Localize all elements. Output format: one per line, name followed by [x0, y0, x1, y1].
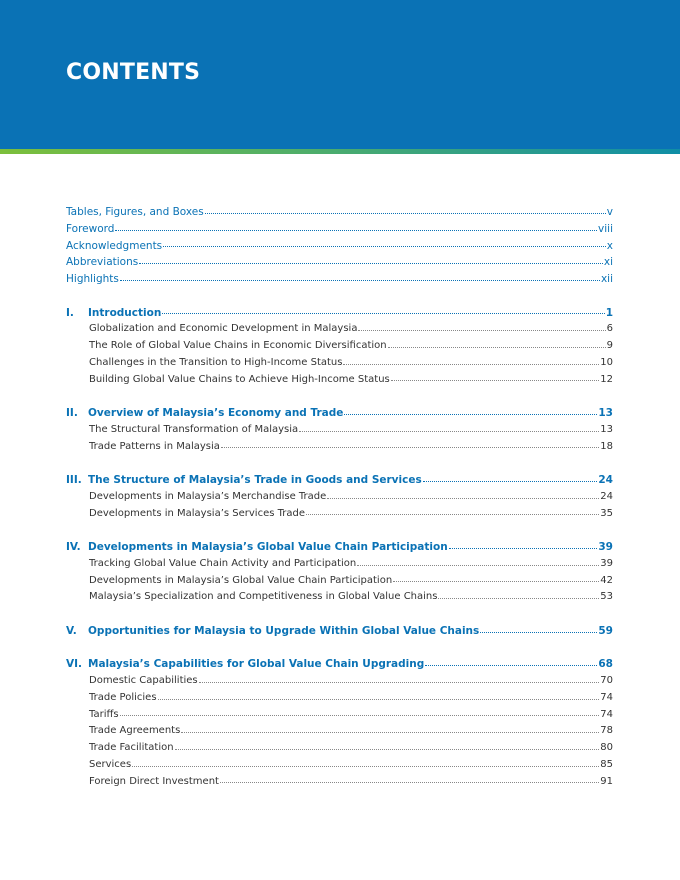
- toc-entry-page: 74: [600, 708, 613, 720]
- table-of-contents: [66, 204, 613, 790]
- toc-entry-title: Tables, Figures, and Boxes: [66, 206, 204, 218]
- chapter-entry[interactable]: [66, 305, 613, 322]
- dot-leader: [425, 664, 597, 666]
- dot-leader: [449, 547, 598, 549]
- dot-leader: [132, 765, 599, 767]
- toc-entry-page: 9: [606, 340, 613, 351]
- toc-entry-page: 42: [600, 574, 613, 586]
- dot-leader: [358, 329, 605, 331]
- toc-entry-title: The Structural Transformation of Malaysia: [89, 423, 299, 435]
- toc-entry-title: Developments in Malaysia’s Merchandise Trade: [89, 490, 327, 502]
- dot-leader: [199, 681, 600, 683]
- header-accent-stripe: [0, 149, 680, 154]
- toc-entry-page: 39: [598, 541, 613, 553]
- section-spacer: [66, 640, 613, 657]
- section-entry[interactable]: [66, 338, 613, 355]
- toc-entry-title: Developments in Malaysia’s Global Value Chain Participation: [89, 574, 393, 586]
- toc-entry-page: 59: [598, 624, 613, 637]
- toc-entry-page: 12: [600, 373, 613, 385]
- toc-entry-page: 78: [600, 725, 613, 737]
- toc-entry-page: 39: [600, 557, 613, 569]
- chapter-entry[interactable]: [66, 539, 613, 556]
- toc-entry-page: 85: [600, 758, 613, 770]
- section-entry[interactable]: [66, 321, 613, 338]
- toc-entry-page: v: [606, 206, 613, 218]
- toc-entry-title: Building Global Value Chains to Achieve High-Income Status: [89, 373, 390, 385]
- dot-leader: [393, 580, 599, 582]
- toc-entry-page: 13: [598, 407, 613, 419]
- toc-entry-page: xi: [603, 256, 613, 269]
- section-entry[interactable]: [66, 556, 613, 573]
- section-entry[interactable]: [66, 439, 613, 456]
- toc-entry-title: Foreword: [66, 222, 115, 235]
- section-spacer: [66, 522, 613, 539]
- toc-entry-title: Trade Policies: [89, 691, 157, 703]
- toc-entry-page: 24: [598, 474, 613, 486]
- toc-entry-page: 1: [605, 306, 613, 319]
- chapter-number: II.: [66, 407, 78, 419]
- toc-entry-page: xii: [600, 273, 613, 285]
- dot-leader: [139, 262, 603, 264]
- dot-leader: [344, 413, 597, 415]
- front-matter-entry[interactable]: [66, 204, 613, 221]
- toc-entry-page: 91: [600, 775, 613, 787]
- section-spacer: [66, 288, 613, 305]
- dot-leader: [388, 346, 606, 348]
- toc-entry-title: Developments in Malaysia’s Global Value Chain Participation: [88, 541, 448, 553]
- section-entry[interactable]: [66, 589, 613, 606]
- section-spacer: [66, 606, 613, 623]
- dot-leader: [327, 497, 599, 499]
- dot-leader: [480, 631, 597, 633]
- chapter-number: III.: [66, 474, 82, 486]
- chapter-entry[interactable]: [66, 405, 613, 422]
- chapter-entry[interactable]: [66, 623, 613, 640]
- toc-entry-title: Trade Facilitation: [89, 742, 174, 753]
- toc-entry-title: Overview of Malaysia’s Economy and Trade: [88, 407, 344, 419]
- dot-leader: [423, 480, 598, 482]
- section-entry[interactable]: [66, 573, 613, 590]
- toc-entry-title: Domestic Capabilities: [89, 675, 198, 686]
- toc-entry-title: Challenges in the Transition to High-Income Status: [89, 356, 343, 368]
- toc-entry-page: 80: [600, 742, 613, 753]
- toc-entry-page: 35: [600, 507, 613, 519]
- toc-entry-title: Developments in Malaysia’s Services Trade: [89, 507, 305, 519]
- toc-entry-title: Tracking Global Value Chain Activity and Participation: [89, 557, 357, 569]
- toc-entry-page: 68: [598, 658, 613, 671]
- toc-entry-title: Malaysia’s Specialization and Competitiveness in Global Value Chains: [89, 591, 438, 603]
- dot-leader: [438, 597, 599, 599]
- toc-entry-title: Foreign Direct Investment: [89, 775, 219, 787]
- header-banner: [0, 0, 680, 149]
- section-entry[interactable]: [66, 757, 613, 774]
- dot-leader: [120, 714, 600, 716]
- section-entry[interactable]: [66, 489, 613, 506]
- dot-leader: [115, 229, 597, 231]
- toc-entry-title: Trade Patterns in Malaysia: [89, 440, 220, 452]
- section-entry[interactable]: [66, 690, 613, 707]
- dot-leader: [163, 245, 606, 247]
- chapter-number: V.: [66, 624, 77, 637]
- dot-leader: [181, 731, 599, 733]
- section-entry[interactable]: [66, 774, 613, 791]
- section-spacer: [66, 455, 613, 472]
- chapter-entry[interactable]: [66, 656, 613, 673]
- dot-leader: [299, 430, 599, 432]
- dot-leader: [205, 212, 606, 214]
- toc-entry-page: x: [606, 239, 613, 252]
- toc-entry-title: Opportunities for Malaysia to Upgrade Within Global Value Chains: [88, 624, 480, 637]
- dot-leader: [175, 748, 600, 750]
- toc-entry-page: viii: [598, 222, 613, 235]
- toc-entry-title: Acknowledgments: [66, 239, 163, 252]
- toc-entry-page: 10: [600, 356, 613, 368]
- dot-leader: [120, 279, 600, 281]
- toc-entry-page: 53: [600, 591, 613, 603]
- chapter-number: I.: [66, 306, 74, 319]
- dot-leader: [343, 363, 599, 365]
- section-entry[interactable]: [66, 372, 613, 389]
- dot-leader: [357, 564, 599, 566]
- section-entry[interactable]: [66, 422, 613, 439]
- toc-entry-title: The Structure of Malaysia’s Trade in Goods and Services: [88, 474, 422, 486]
- dot-leader: [220, 781, 599, 783]
- section-entry[interactable]: [66, 740, 613, 757]
- toc-entry-title: Introduction: [88, 306, 162, 319]
- toc-entry-title: Tariffs: [89, 708, 119, 720]
- toc-entry-page: 24: [600, 490, 613, 502]
- toc-entry-page: 6: [606, 323, 613, 335]
- front-matter-entry[interactable]: [66, 221, 613, 238]
- section-entry[interactable]: [66, 723, 613, 740]
- dot-leader: [162, 312, 604, 314]
- toc-entry-page: 74: [600, 691, 613, 703]
- toc-entry-title: Globalization and Economic Development in Malaysia: [89, 323, 358, 335]
- section-entry[interactable]: [66, 506, 613, 523]
- page-title: CONTENTS: [66, 60, 201, 85]
- toc-entry-page: 70: [600, 675, 613, 686]
- dot-leader: [306, 513, 599, 515]
- toc-entry-title: Malaysia’s Capabilities for Global Value Chain Upgrading: [88, 658, 425, 671]
- toc-entry-title: Trade Agreements: [89, 725, 181, 737]
- dot-leader: [391, 379, 600, 381]
- front-matter-entry[interactable]: [66, 238, 613, 255]
- dot-leader: [221, 446, 599, 448]
- toc-entry-title: Services: [89, 758, 132, 770]
- toc-entry-title: Highlights: [66, 273, 119, 285]
- dot-leader: [158, 698, 600, 700]
- section-entry[interactable]: [66, 673, 613, 690]
- front-matter-entry[interactable]: [66, 271, 613, 288]
- toc-entry-title: The Role of Global Value Chains in Economic Diversification: [89, 340, 387, 351]
- front-matter-entry[interactable]: [66, 254, 613, 271]
- section-entry[interactable]: [66, 707, 613, 724]
- chapter-number: IV.: [66, 541, 81, 553]
- section-entry[interactable]: [66, 355, 613, 372]
- section-spacer: [66, 388, 613, 405]
- toc-entry-page: 18: [600, 440, 613, 452]
- chapter-entry[interactable]: [66, 472, 613, 489]
- chapter-number: VI.: [66, 658, 83, 671]
- toc-entry-page: 13: [600, 423, 613, 435]
- toc-entry-title: Abbreviations: [66, 256, 139, 269]
